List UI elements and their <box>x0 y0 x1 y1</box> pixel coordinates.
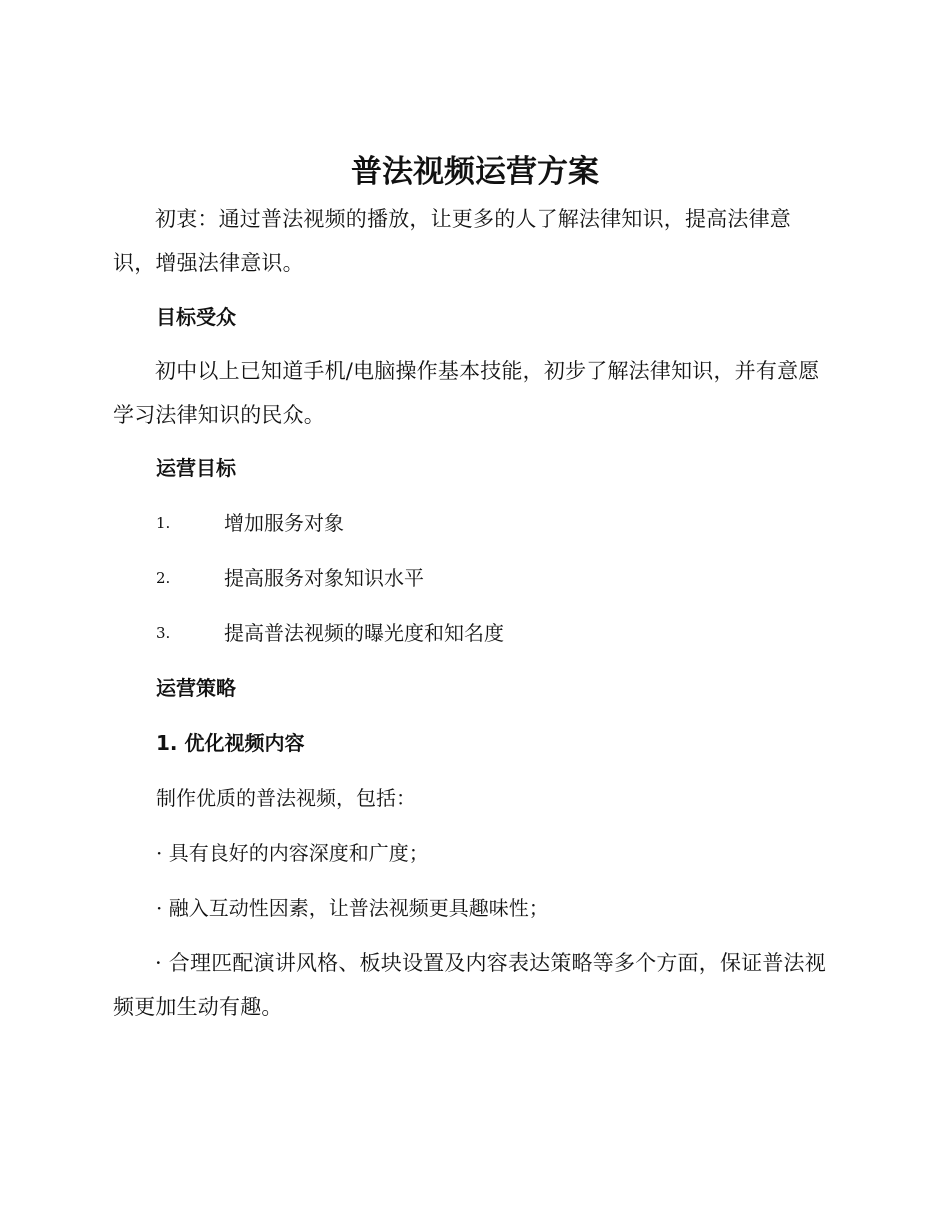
goal-text: 提高服务对象知识水平 <box>224 566 424 590</box>
bullet-item: · 具有良好的内容深度和广度； <box>156 841 429 865</box>
goals-heading: 运营目标 <box>156 456 236 480</box>
bullet-item: · 融入互动性因素，让普法视频更具趣味性； <box>156 896 549 920</box>
strategy-intro: 制作优质的普法视频，包括： <box>156 786 416 810</box>
audience-heading: 目标受众 <box>156 305 236 329</box>
goal-number: 1. <box>156 514 171 532</box>
strategy-subheading: 1. 优化视频内容 <box>156 731 305 755</box>
document-title: 普法视频运营方案 <box>351 154 599 190</box>
intro-paragraph: 初衷：通过普法视频的播放，让更多的人了解法律知识，提高法律意识，增强法律意识。 <box>113 207 791 275</box>
strategy-heading: 运营策略 <box>156 676 236 700</box>
goal-text: 增加服务对象 <box>224 511 344 535</box>
audience-paragraph: 初中以上已知道手机/电脑操作基本技能，初步了解法律知识，并有意愿学习法律知识的民众。 <box>113 359 820 427</box>
bullet-item-paragraph: · 合理匹配演讲风格、板块设置及内容表达策略等多个方面，保证普法视频更加生动有趣。 <box>113 951 826 1019</box>
goal-text: 提高普法视频的曝光度和知名度 <box>224 621 504 645</box>
goal-number: 3. <box>156 624 171 642</box>
goal-number: 2. <box>156 569 171 587</box>
